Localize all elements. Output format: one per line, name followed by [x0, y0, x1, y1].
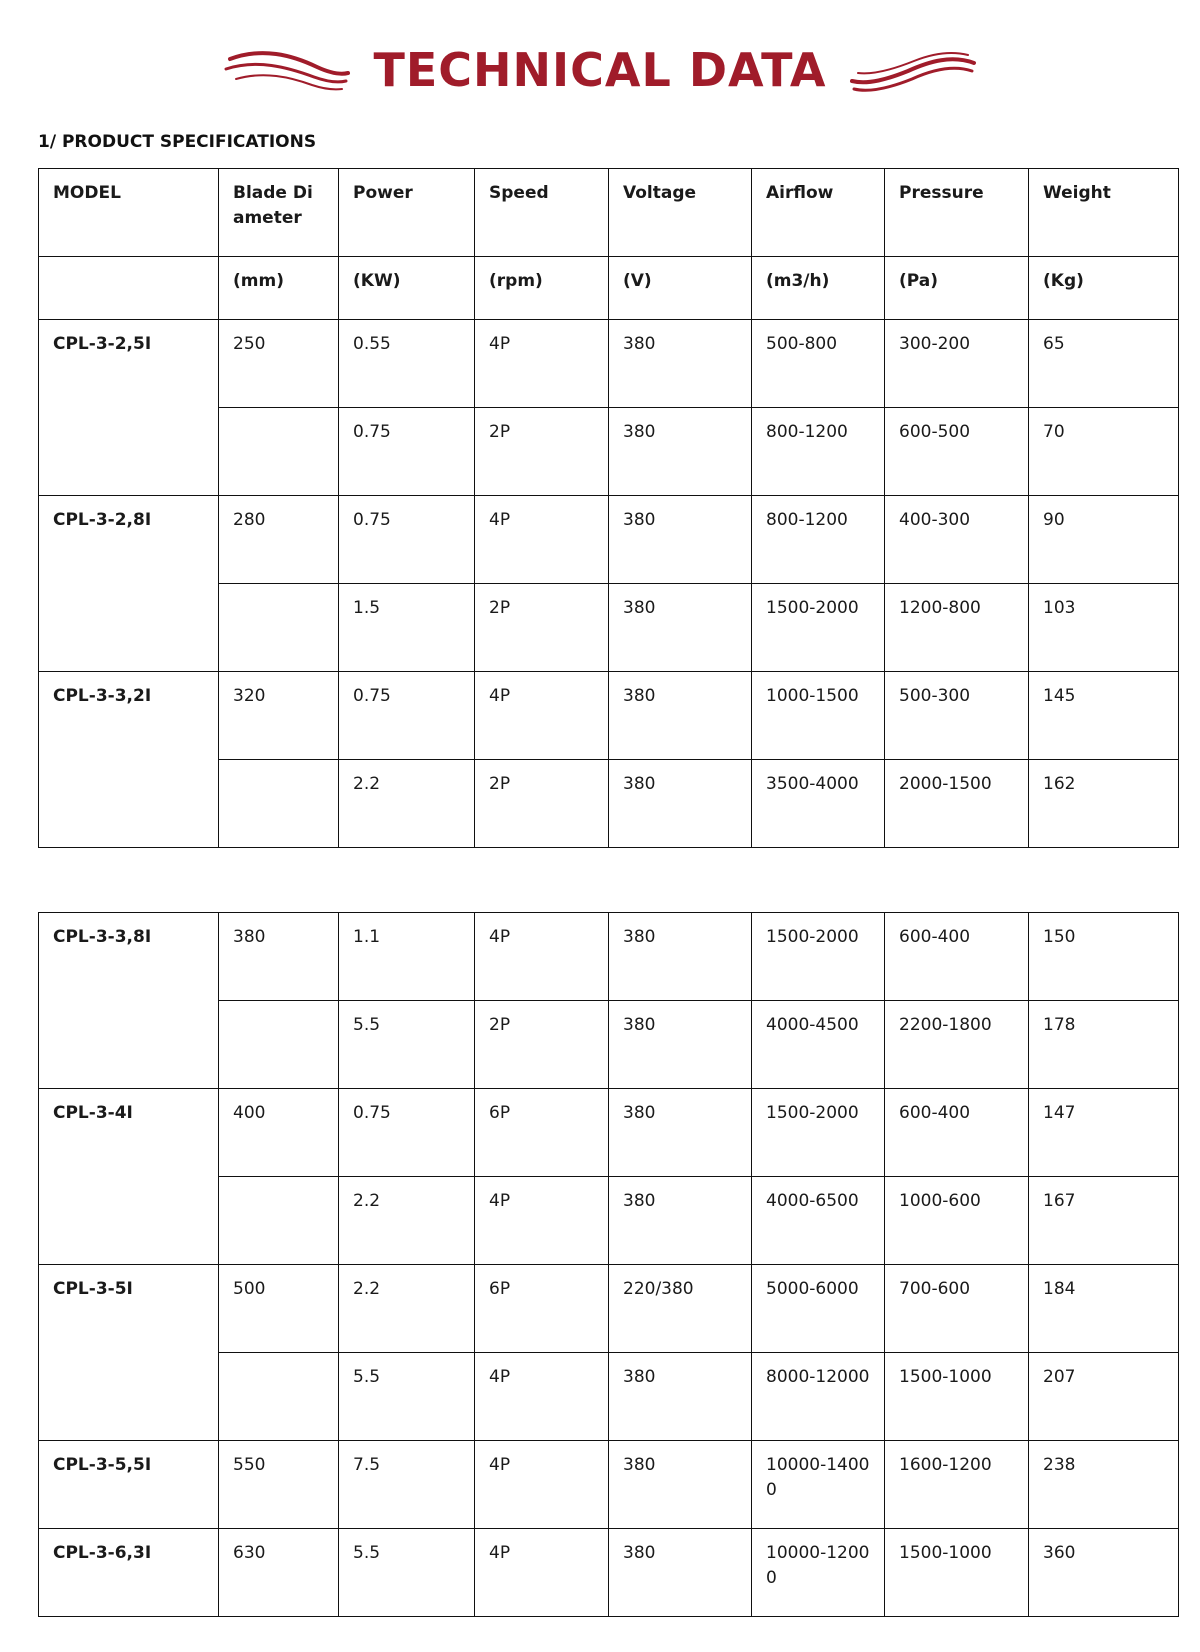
weight-cell: 238 — [1029, 1441, 1179, 1529]
speed-cell: 4P — [475, 1177, 609, 1265]
weight-cell: 147 — [1029, 1089, 1179, 1177]
weight-cell: 184 — [1029, 1265, 1179, 1353]
pressure-cell: 300-200 — [885, 320, 1029, 408]
section-heading: 1/ PRODUCT SPECIFICATIONS — [38, 132, 317, 152]
speed-cell: 2P — [475, 1001, 609, 1089]
column-header: Pressure — [885, 169, 1029, 257]
right-swoosh-icon — [848, 45, 978, 95]
spec-table-1 — [38, 168, 1179, 848]
speed-cell: 4P — [475, 320, 609, 408]
column-unit: (Pa) — [885, 257, 1029, 320]
pressure-cell: 2000-1500 — [885, 760, 1029, 848]
speed-cell: 2P — [475, 408, 609, 496]
weight-cell: 162 — [1029, 760, 1179, 848]
diameter-cell — [219, 760, 339, 848]
speed-cell: 6P — [475, 1089, 609, 1177]
power-cell: 1.5 — [339, 584, 475, 672]
power-cell: 2.2 — [339, 760, 475, 848]
voltage-cell: 380 — [609, 1001, 752, 1089]
diameter-cell — [219, 1353, 339, 1441]
diameter-cell — [219, 1177, 339, 1265]
voltage-cell: 380 — [609, 320, 752, 408]
weight-cell: 70 — [1029, 408, 1179, 496]
diameter-cell: 380 — [219, 913, 339, 1001]
pressure-cell: 500-300 — [885, 672, 1029, 760]
spec-table-2 — [38, 912, 1179, 1617]
pressure-cell: 600-400 — [885, 913, 1029, 1001]
airflow-cell: 1500-2000 — [752, 584, 885, 672]
airflow-cell: 1500-2000 — [752, 1089, 885, 1177]
page-title: TECHNICAL DATA — [373, 43, 827, 97]
power-cell: 0.75 — [339, 408, 475, 496]
model-cell: CPL-3-5I — [39, 1265, 219, 1441]
table-row — [39, 672, 1179, 760]
page-header — [0, 40, 1200, 100]
diameter-cell: 280 — [219, 496, 339, 584]
power-cell: 0.75 — [339, 1089, 475, 1177]
speed-cell: 2P — [475, 584, 609, 672]
diameter-cell: 400 — [219, 1089, 339, 1177]
pressure-cell: 1500-1000 — [885, 1529, 1029, 1617]
model-cell: CPL-3-3,2I — [39, 672, 219, 848]
weight-cell: 103 — [1029, 584, 1179, 672]
voltage-cell: 380 — [609, 1177, 752, 1265]
model-cell: CPL-3-2,5I — [39, 320, 219, 496]
column-unit: (KW) — [339, 257, 475, 320]
airflow-cell: 800-1200 — [752, 408, 885, 496]
column-unit: (m3/h) — [752, 257, 885, 320]
model-cell: CPL-3-5,5I — [39, 1441, 219, 1529]
weight-cell: 178 — [1029, 1001, 1179, 1089]
model-cell: CPL-3-4I — [39, 1089, 219, 1265]
diameter-cell: 320 — [219, 672, 339, 760]
table-row — [39, 1265, 1179, 1353]
speed-cell: 4P — [475, 496, 609, 584]
weight-cell: 167 — [1029, 1177, 1179, 1265]
speed-cell: 6P — [475, 1265, 609, 1353]
weight-cell: 145 — [1029, 672, 1179, 760]
power-cell: 5.5 — [339, 1529, 475, 1617]
power-cell: 5.5 — [339, 1001, 475, 1089]
power-cell: 0.55 — [339, 320, 475, 408]
weight-cell: 360 — [1029, 1529, 1179, 1617]
table-row — [39, 913, 1179, 1001]
airflow-cell: 800-1200 — [752, 496, 885, 584]
airflow-cell: 1000-1500 — [752, 672, 885, 760]
power-cell: 0.75 — [339, 672, 475, 760]
diameter-cell: 250 — [219, 320, 339, 408]
column-header: MODEL — [39, 169, 219, 257]
speed-cell: 4P — [475, 913, 609, 1001]
voltage-cell: 380 — [609, 1089, 752, 1177]
speed-cell: 4P — [475, 1353, 609, 1441]
voltage-cell: 380 — [609, 496, 752, 584]
airflow-cell: 4000-4500 — [752, 1001, 885, 1089]
column-header: Blade Diameter — [219, 169, 339, 257]
diameter-cell: 550 — [219, 1441, 339, 1529]
model-cell: CPL-3-3,8I — [39, 913, 219, 1089]
diameter-cell: 630 — [219, 1529, 339, 1617]
table-row — [39, 1089, 1179, 1177]
pressure-cell: 1500-1000 — [885, 1353, 1029, 1441]
voltage-cell: 380 — [609, 760, 752, 848]
voltage-cell: 380 — [609, 408, 752, 496]
column-header: Weight — [1029, 169, 1179, 257]
column-header: Airflow — [752, 169, 885, 257]
column-unit: (mm) — [219, 257, 339, 320]
pressure-cell: 1200-800 — [885, 584, 1029, 672]
power-cell: 7.5 — [339, 1441, 475, 1529]
pressure-cell: 600-400 — [885, 1089, 1029, 1177]
model-cell: CPL-3-6,3I — [39, 1529, 219, 1617]
pressure-cell: 600-500 — [885, 408, 1029, 496]
model-cell: CPL-3-2,8I — [39, 496, 219, 672]
header-row — [39, 169, 1179, 257]
pressure-cell: 400-300 — [885, 496, 1029, 584]
diameter-cell — [219, 584, 339, 672]
voltage-cell: 380 — [609, 1441, 752, 1529]
speed-cell: 4P — [475, 1529, 609, 1617]
column-unit: (rpm) — [475, 257, 609, 320]
pressure-cell: 1000-600 — [885, 1177, 1029, 1265]
diameter-cell — [219, 1001, 339, 1089]
weight-cell: 65 — [1029, 320, 1179, 408]
power-cell: 2.2 — [339, 1177, 475, 1265]
airflow-cell: 1500-2000 — [752, 913, 885, 1001]
pressure-cell: 2200-1800 — [885, 1001, 1029, 1089]
column-unit: (Kg) — [1029, 257, 1179, 320]
column-header: Power — [339, 169, 475, 257]
voltage-cell: 380 — [609, 913, 752, 1001]
power-cell: 0.75 — [339, 496, 475, 584]
left-swoosh-icon — [222, 45, 352, 95]
table-1-body — [39, 320, 1179, 848]
diameter-cell — [219, 408, 339, 496]
weight-cell: 207 — [1029, 1353, 1179, 1441]
voltage-cell: 220/380 — [609, 1265, 752, 1353]
table-2-body — [39, 913, 1179, 1617]
airflow-cell: 10000-12000 — [752, 1529, 885, 1617]
power-cell: 5.5 — [339, 1353, 475, 1441]
airflow-cell: 500-800 — [752, 320, 885, 408]
voltage-cell: 380 — [609, 584, 752, 672]
power-cell: 1.1 — [339, 913, 475, 1001]
speed-cell: 4P — [475, 1441, 609, 1529]
airflow-cell: 8000-12000 — [752, 1353, 885, 1441]
power-cell: 2.2 — [339, 1265, 475, 1353]
voltage-cell: 380 — [609, 1529, 752, 1617]
table-row — [39, 1441, 1179, 1529]
column-header: Voltage — [609, 169, 752, 257]
pressure-cell: 700-600 — [885, 1265, 1029, 1353]
table-row — [39, 496, 1179, 584]
diameter-cell: 500 — [219, 1265, 339, 1353]
table-row — [39, 1529, 1179, 1617]
column-unit: (V) — [609, 257, 752, 320]
airflow-cell: 3500-4000 — [752, 760, 885, 848]
airflow-cell: 4000-6500 — [752, 1177, 885, 1265]
unit-row — [39, 257, 1179, 320]
weight-cell: 90 — [1029, 496, 1179, 584]
voltage-cell: 380 — [609, 1353, 752, 1441]
airflow-cell: 5000-6000 — [752, 1265, 885, 1353]
column-unit — [39, 257, 219, 320]
speed-cell: 2P — [475, 760, 609, 848]
airflow-cell: 10000-14000 — [752, 1441, 885, 1529]
voltage-cell: 380 — [609, 672, 752, 760]
pressure-cell: 1600-1200 — [885, 1441, 1029, 1529]
column-header: Speed — [475, 169, 609, 257]
speed-cell: 4P — [475, 672, 609, 760]
table-row — [39, 320, 1179, 408]
weight-cell: 150 — [1029, 913, 1179, 1001]
